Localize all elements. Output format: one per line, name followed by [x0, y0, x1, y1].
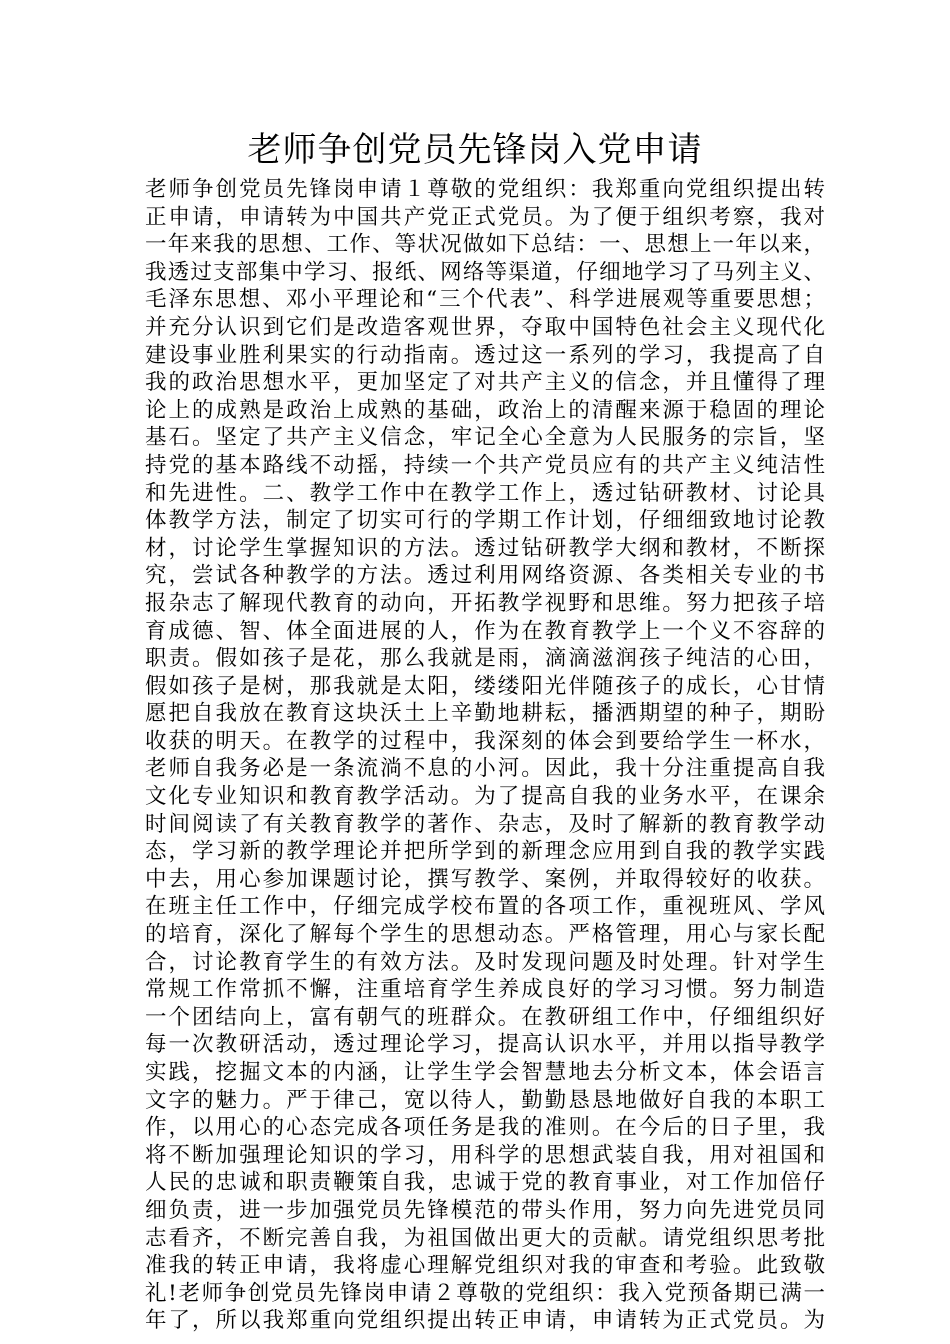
body-line: 作，以用心的心态完成各项任务是我的准则。在今后的日子里，我: [145, 1115, 825, 1141]
body-line: 正申请，申请转为中国共产党正式党员。为了便于组织考察，我对: [145, 204, 825, 230]
body-line: 体教学方法，制定了切实可行的学期工作计划，仔细细致地讨论教: [145, 508, 825, 534]
body-line: 准我的转正申请，我将虚心理解党组织对我的审查和考验。此致敬: [145, 1253, 825, 1279]
body-line: 常规工作常抓不懈，注重培育学生养成良好的学习习惯。努力制造: [145, 977, 825, 1003]
body-line: 将不断加强理论知识的学习，用科学的思想武装自我，用对祖国和: [145, 1142, 825, 1168]
body-line: 态，学习新的教学理论并把所学到的新理念应用到自我的教学实践: [145, 839, 825, 865]
body-line: 假如孩子是树，那我就是太阳，缕缕阳光伴随孩子的成长，心甘情: [145, 673, 825, 699]
body-line: 老师自我务必是一条流淌不息的小河。因此，我十分注重提高自我: [145, 756, 825, 782]
body-line: 我的政治思想水平，更加坚定了对共产主义的信念，并且懂得了理: [145, 370, 825, 396]
body-line: 材，讨论学生掌握知识的方法。透过钻研教学大纲和教材，不断探: [145, 535, 825, 561]
body-line: 年了，所以我郑重向党组织提出转正申请，申请转为正式党员。为: [145, 1308, 825, 1334]
body-line: 职责。假如孩子是花，那么我就是雨，滴滴滋润孩子纯洁的心田，: [145, 646, 825, 672]
body-text: [145, 176, 825, 1335]
body-line: 老师争创党员先锋岗申请１尊敬的党组织：我郑重向党组织提出转: [145, 177, 825, 202]
body-line: 人民的忠诚和职责鞭策自我，忠诚于党的教育事业，对工作加倍仔: [145, 1170, 825, 1196]
body-line: 的培育，深化了解每个学生的思想动态。严格管理，用心与家长配: [145, 922, 825, 948]
body-line: 中去，用心参加课题讨论，撰写教学、案例，并取得较好的收获。: [145, 866, 825, 892]
body-line: 并充分认识到它们是改造客观世界，夺取中国特色社会主义现代化: [145, 314, 825, 340]
body-line: 愿把自我放在教育这块沃土上辛勤地耕耘，播洒期望的种子，期盼: [145, 701, 825, 727]
body-line: 志看齐，不断完善自我，为祖国做出更大的贡献。请党组织思考批: [145, 1225, 825, 1251]
body-line: 每一次教研活动，透过理论学习，提高认识水平，并用以指导教学: [145, 1032, 825, 1058]
body-line: 育成德、智、体全面进展的人，作为在教育教学上一个义不容辞的: [145, 618, 825, 644]
body-line: 论上的成熟是政治上成熟的基础，政治上的清醒来源于稳固的理论: [145, 397, 825, 423]
body-line: 究，尝试各种教学的方法。透过利用网络资源、各类相关专业的书: [145, 563, 825, 589]
body-line: 持党的基本路线不动摇，持续一个共产党员应有的共产主义纯洁性: [145, 452, 825, 478]
body-line: 时间阅读了有关教育教学的著作、杂志，及时了解新的教育教学动: [145, 811, 825, 837]
body-line: 实践，挖掘文本的内涵，让学生学会智慧地去分析文本，体会语言: [145, 1060, 825, 1085]
body-line: 礼!老师争创党员先锋岗申请２尊敬的党组织：我入党预备期已满一: [145, 1280, 825, 1306]
body-line: 文化专业知识和教育教学活动。为了提高自我的业务水平，在课余: [145, 784, 825, 810]
page-title: 老师争创党员先锋岗入党申请: [247, 130, 703, 170]
body-line: 合，讨论教育学生的有效方法。及时发现问题及时处理。针对学生: [145, 949, 825, 975]
body-line: 一年来我的思想、工作、等状况做如下总结：一、思想上一年以来，: [145, 232, 825, 258]
body-line: 毛泽东思想、邓小平理论和“三个代表”、科学进展观等重要思想；: [145, 287, 825, 313]
body-line: 一个团结向上，富有朝气的班群众。在教研组工作中，仔细组织好: [145, 1004, 825, 1030]
body-line: 报杂志了解现代教育的动向，开拓教学视野和思维。努力把孩子培: [145, 590, 825, 616]
body-line: 文字的魅力。严于律己，宽以待人，勤勤恳恳地做好自我的本职工: [145, 1087, 825, 1113]
body-line: 建设事业胜利果实的行动指南。透过这一系列的学习，我提高了自: [145, 342, 825, 368]
body-line: 细负责，进一步加强党员先锋模范的带头作用，努力向先进党员同: [145, 1197, 825, 1223]
body-line: 基石。坚定了共产主义信念，牢记全心全意为人民服务的宗旨，坚: [145, 425, 825, 451]
body-line: 我透过支部集中学习、报纸、网络等渠道，仔细地学习了马列主义、: [145, 259, 825, 285]
body-line: 在班主任工作中，仔细完成学校布置的各项工作，重视班风、学风: [145, 894, 825, 920]
body-line: 和先进性。二、教学工作中在教学工作上，透过钻研教材、讨论具: [145, 480, 825, 506]
body-line: 收获的明天。在教学的过程中，我深刻的体会到要给学生一杯水，: [145, 728, 825, 754]
